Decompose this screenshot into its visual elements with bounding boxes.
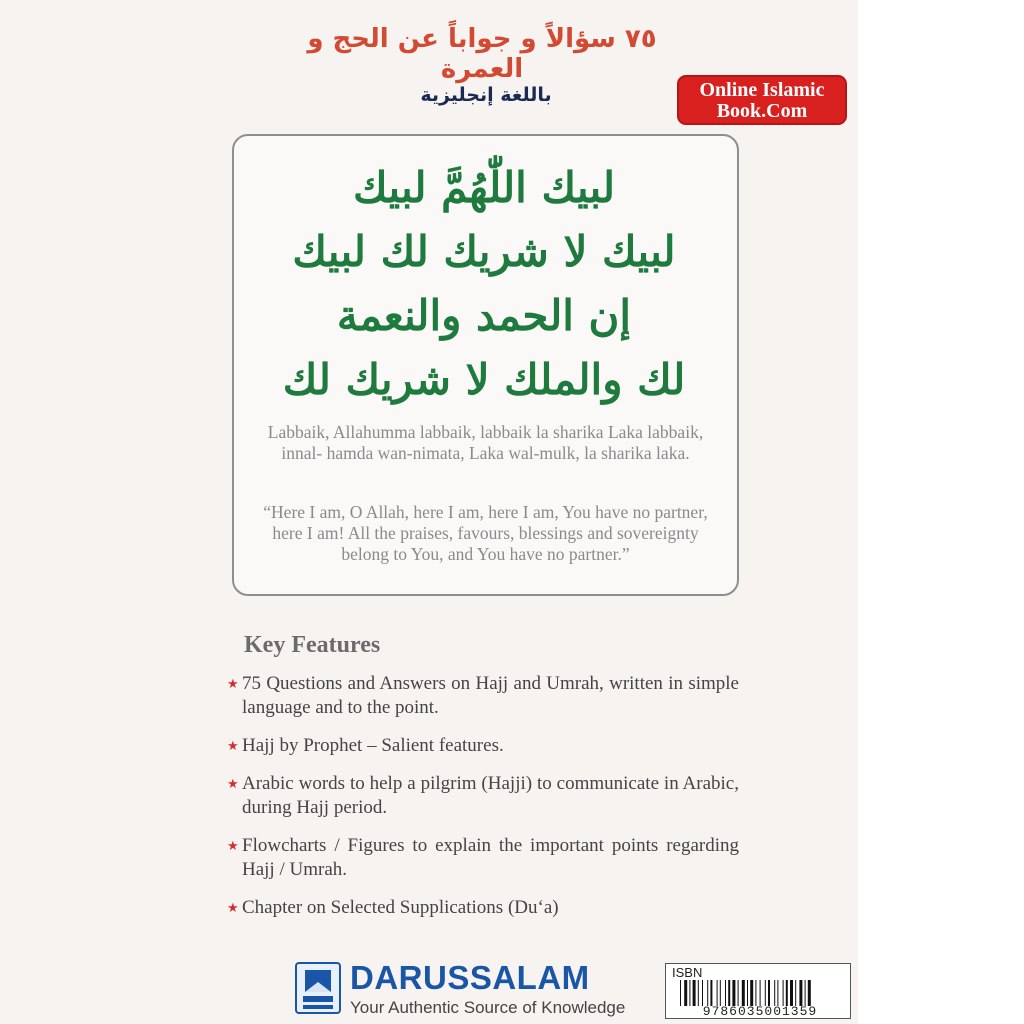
- barcode-bar: [710, 980, 712, 1006]
- barcode: [680, 980, 842, 1006]
- barcode-bar: [768, 980, 770, 1006]
- barcode-bar: [738, 980, 739, 1006]
- talbiyah-arabic: [254, 156, 714, 412]
- barcode-bar: [765, 980, 766, 1006]
- barcode-bar: [702, 980, 703, 1006]
- barcode-bar: [783, 980, 784, 1006]
- barcode-bar: [747, 980, 748, 1006]
- barcode-bar: [742, 980, 745, 1006]
- barcode-bar: [760, 980, 761, 1006]
- barcode-bar: [732, 980, 735, 1006]
- feature-text: Chapter on Selected Supplications (Du‘a): [242, 897, 559, 918]
- feature-text: Flowcharts / Figures to explain the important points regarding Hajj / Umrah.: [242, 835, 739, 880]
- barcode-bar: [750, 980, 753, 1006]
- feature-text: Arabic words to help a pilgrim (Hajji) to communicate in Arabic, during Hajj period.: [242, 773, 739, 818]
- barcode-bar: [720, 980, 721, 1006]
- barcode-bar: [689, 980, 690, 1006]
- barcode-bar: [755, 980, 756, 1006]
- online-islamic-book-badge: [677, 75, 847, 125]
- barcode-bar: [728, 980, 730, 1006]
- publisher-name: DARUSSALAM: [350, 959, 590, 996]
- star-icon: ★: [227, 838, 239, 853]
- list-item: [227, 672, 739, 720]
- isbn-label: ISBN: [672, 965, 703, 980]
- list-item: [227, 772, 739, 820]
- talbiyah-line-4: لك والملك لا شريك لك: [282, 355, 686, 404]
- barcode-bar: [725, 980, 726, 1006]
- talbiyah-transliteration: Labbaik, Allahumma labbaik, labbaik la sharika Laka labbaik, innal- hamda wan-nimata, Laka wal-mulk, la sharika laka.: [267, 422, 704, 463]
- barcode-bar: [790, 980, 793, 1006]
- barcode-bar: [693, 980, 696, 1006]
- feature-text: Hajj by Prophet – Salient features.: [242, 735, 504, 756]
- page-margin: [858, 0, 1024, 1024]
- barcode-bar: [698, 980, 699, 1006]
- barcode-bar: [808, 980, 811, 1006]
- talbiyah-box: [232, 134, 739, 596]
- talbiyah-line-1: لبيك اللّٰهُمَّ لبيك: [352, 163, 615, 212]
- isbn-number: 9786035001359: [702, 1004, 818, 1019]
- badge-line-1: Online Islamic: [699, 79, 825, 101]
- talbiyah-line-3: إن الحمد والنعمة: [336, 291, 632, 340]
- list-item: [227, 896, 739, 920]
- barcode-bar: [786, 980, 788, 1006]
- arabic-title: ٧٥ سؤالاً و جواباً عن الحج و العمرة: [307, 24, 657, 84]
- badge-line-2: Book.Com: [716, 100, 808, 122]
- list-item: [227, 734, 739, 758]
- arabic-subtitle: باللغة إنجليزية: [420, 84, 552, 106]
- star-icon: ★: [227, 900, 239, 915]
- publisher-tagline: Your Authentic Source of Knowledge: [350, 998, 626, 1017]
- star-icon: ★: [227, 776, 239, 791]
- barcode-bar: [680, 980, 681, 1006]
- barcode-bar: [707, 980, 708, 1006]
- barcode-bar: [684, 980, 687, 1006]
- barcode-bar: [774, 980, 775, 1006]
- darussalam-logo-icon: [295, 962, 341, 1014]
- barcode-bar: [777, 980, 778, 1006]
- barcode-bar: [799, 980, 802, 1006]
- star-icon: ★: [227, 738, 239, 753]
- key-features-list: [227, 672, 739, 934]
- isbn-barcode-box: [665, 963, 851, 1019]
- feature-text: 75 Questions and Answers on Hajj and Umrah, written in simple language and to the point.: [242, 673, 739, 718]
- barcode-bar: [805, 980, 806, 1006]
- list-item: [227, 834, 739, 882]
- barcode-bar: [795, 980, 796, 1006]
- barcode-bar: [717, 980, 718, 1006]
- talbiyah-translation: “Here I am, O Allah, here I am, here I am, You have no partner, here I am! All the praises, favours, blessings and sovereignty belong to You, and You have no partner.”: [263, 502, 708, 564]
- talbiyah-line-2: لبيك لا شريك لك لبيك: [292, 227, 676, 276]
- key-features-title: Key Features: [244, 632, 381, 658]
- star-icon: ★: [227, 676, 239, 691]
